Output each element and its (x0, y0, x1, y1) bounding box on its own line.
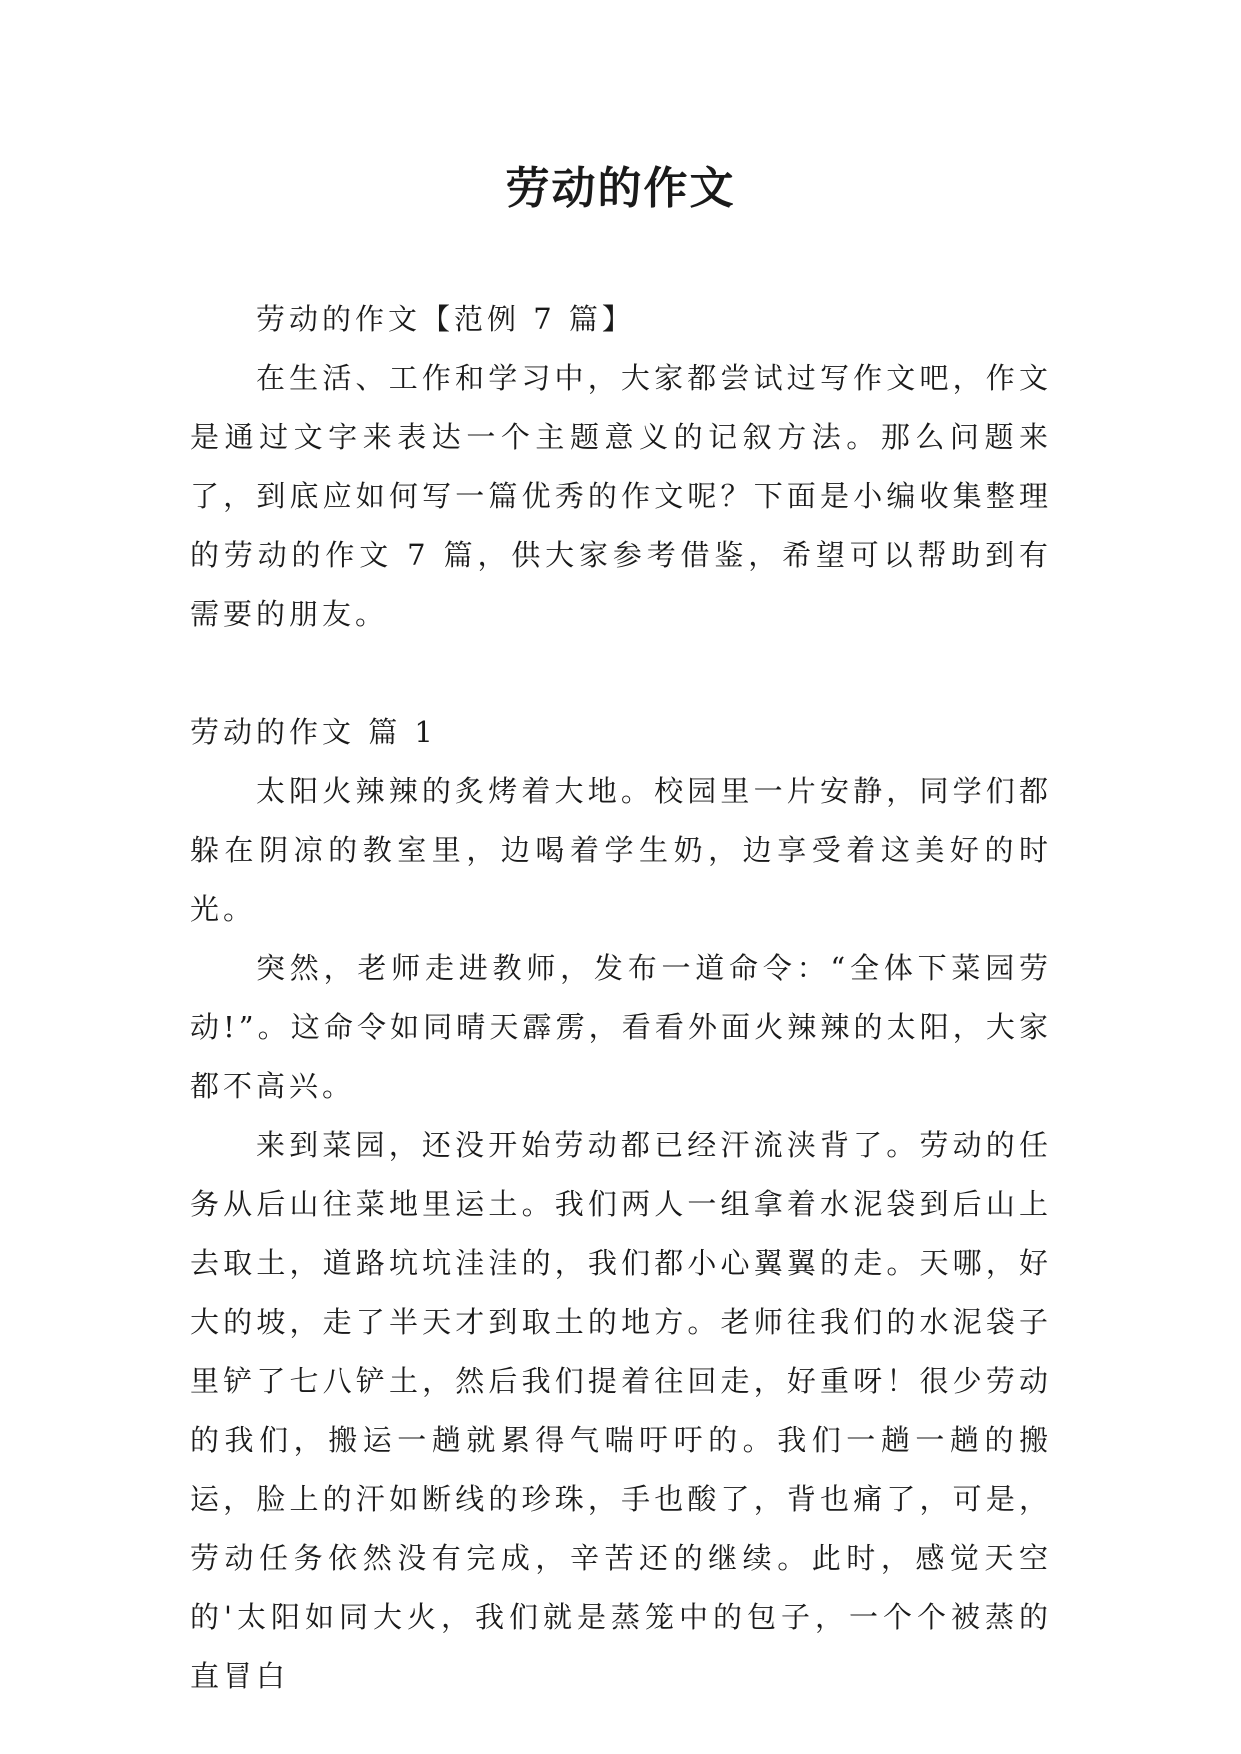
body-paragraph: 来到菜园，还没开始劳动都已经汗流浃背了。劳动的任务从后山往菜地里运土。我们两人一组拿着水泥袋到后山上去取土，道路坑坑洼洼的，我们都小心翼翼的走。天哪，好大的坡，走了半天才到取土的地方。老师往我们的水泥袋子里铲了七八铲土，然后我们提着往回走，好重呀！很少劳动的我们，搬运一趟就累得气喘吁吁的。我们一趟一趟的搬运，脸上的汗如断线的珍珠，手也酸了，背也痛了，可是，劳动任务依然没有完成，辛苦还的继续。此时，感觉天空的'太阳如同大火，我们就是蒸笼中的包子，一个个被蒸的直冒白 (190, 1128, 1052, 1693)
section-spacer (190, 644, 1052, 703)
intro-paragraph: 在生活、工作和学习中，大家都尝试过写作文吧，作文是通过文字来表达一个主题意义的记叙方法。那么问题来了，到底应如何写一篇优秀的作文呢？下面是小编收集整理的劳动的作文 7 篇，供大家参考借鉴，希望可以帮助到有需要的朋友。 (190, 361, 1052, 631)
document-body (190, 290, 1052, 1706)
document-subtitle: 劳动的作文【范例 7 篇】 (256, 302, 635, 336)
body-paragraph: 太阳火辣辣的炙烤着大地。校园里一片安静，同学们都躲在阴凉的教室里，边喝着学生奶，边享受着这美好的时光。 (190, 774, 1052, 926)
document-title: 劳动的作文 (505, 163, 736, 214)
section-heading: 劳动的作文 篇 1 (190, 715, 437, 749)
body-paragraph: 突然，老师走进教师，发布一道命令：“全体下菜园劳动!”。这命令如同晴天霹雳，看看外面火辣辣的太阳，大家都不高兴。 (190, 951, 1052, 1103)
